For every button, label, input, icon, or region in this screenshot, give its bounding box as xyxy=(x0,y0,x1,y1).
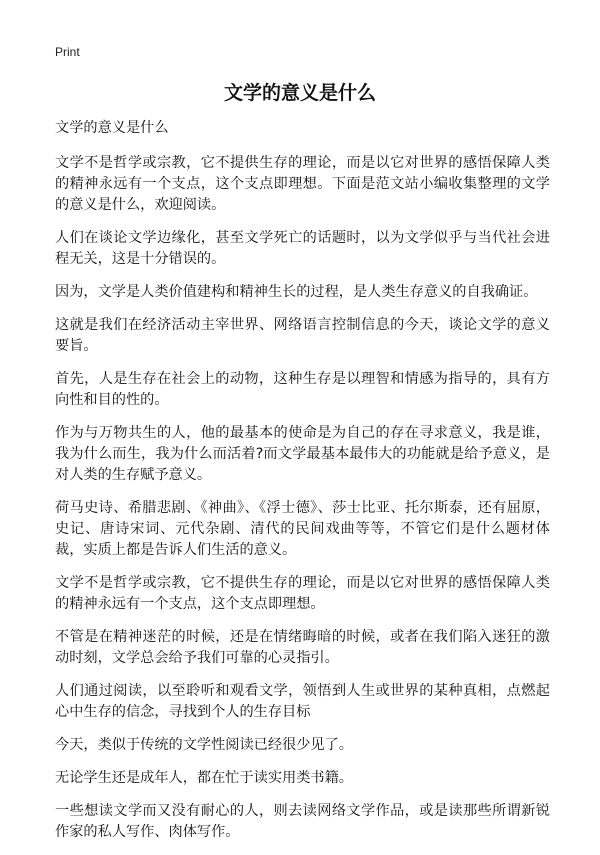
paragraph: 人们在谈论文学边缘化，甚至文学死亡的话题时，以为文学似乎与当代社会进程无关，这是十分错误的。 xyxy=(55,230,550,267)
paragraph: 文学不是哲学或宗教，它不提供生存的理论，而是以它对世界的感悟保障人类的精神永远有一个支点，这个支点即理想。下面是范文站小编收集整理的文学的意义是什么，欢迎阅读。 xyxy=(55,155,550,213)
paragraph: 因为，文学是人类价值建构和精神生长的过程，是人类生存意义的自我确证。 xyxy=(55,284,538,300)
paragraph: 这就是我们在经济活动主宰世界、网络语言控制信息的今天，谈论文学的意义要旨。 xyxy=(55,317,550,354)
paragraph: 一些想读文学而又没有耐心的人，则去读网络文学作品，或是读那些所谓新锐作家的私人写作、肉体写作。 xyxy=(55,803,550,840)
paragraph: 今天，类似于传统的文学性阅读已经很少见了。 xyxy=(55,737,353,753)
paragraph: 荷马史诗、希腊悲剧、《神曲》、《浮士德》、莎士比亚、托尔斯泰，还有屈原，史记、唐诗宋词、元代杂剧、清代的民间戏曲等等，不管它们是什么题材体裁，实质上都是告诉人们生活的意义。 xyxy=(55,500,550,558)
paragraph: 人们通过阅读，以至聆听和观看文学，领悟到人生或世界的某种真相，点燃起心中生存的信念，寻找到个人的生存目标 xyxy=(55,683,550,720)
page-title: 文学的意义是什么 xyxy=(223,82,376,104)
print-link[interactable]: Print xyxy=(55,45,80,59)
paragraph: 无论学生还是成年人，都在忙于读实用类书籍。 xyxy=(55,770,353,786)
paragraph: 不管是在精神迷茫的时候，还是在情绪晦暗的时候，或者在我们陷入迷狂的激动时刻，文学总会给予我们可靠的心灵指引。 xyxy=(55,629,550,666)
paragraph: 文学不是哲学或宗教，它不提供生存的理论，而是以它对世界的感悟保障人类的精神永远有一个支点，这个支点即理想。 xyxy=(55,575,550,612)
paragraph: 首先，人是生存在社会上的动物，这种生存是以理智和情感为指导的，具有方向性和目的性的。 xyxy=(55,371,550,408)
paragraph: 作为与万物共生的人，他的最基本的使命是为自己的存在寻求意义，我是谁，我为什么而生，我为什么而活着?而文学最基本最伟大的功能就是给予意义，是对人类的生存赋予意义。 xyxy=(55,425,550,483)
article-subtitle: 文学的意义是什么 xyxy=(55,120,169,136)
article-body xyxy=(55,118,550,855)
